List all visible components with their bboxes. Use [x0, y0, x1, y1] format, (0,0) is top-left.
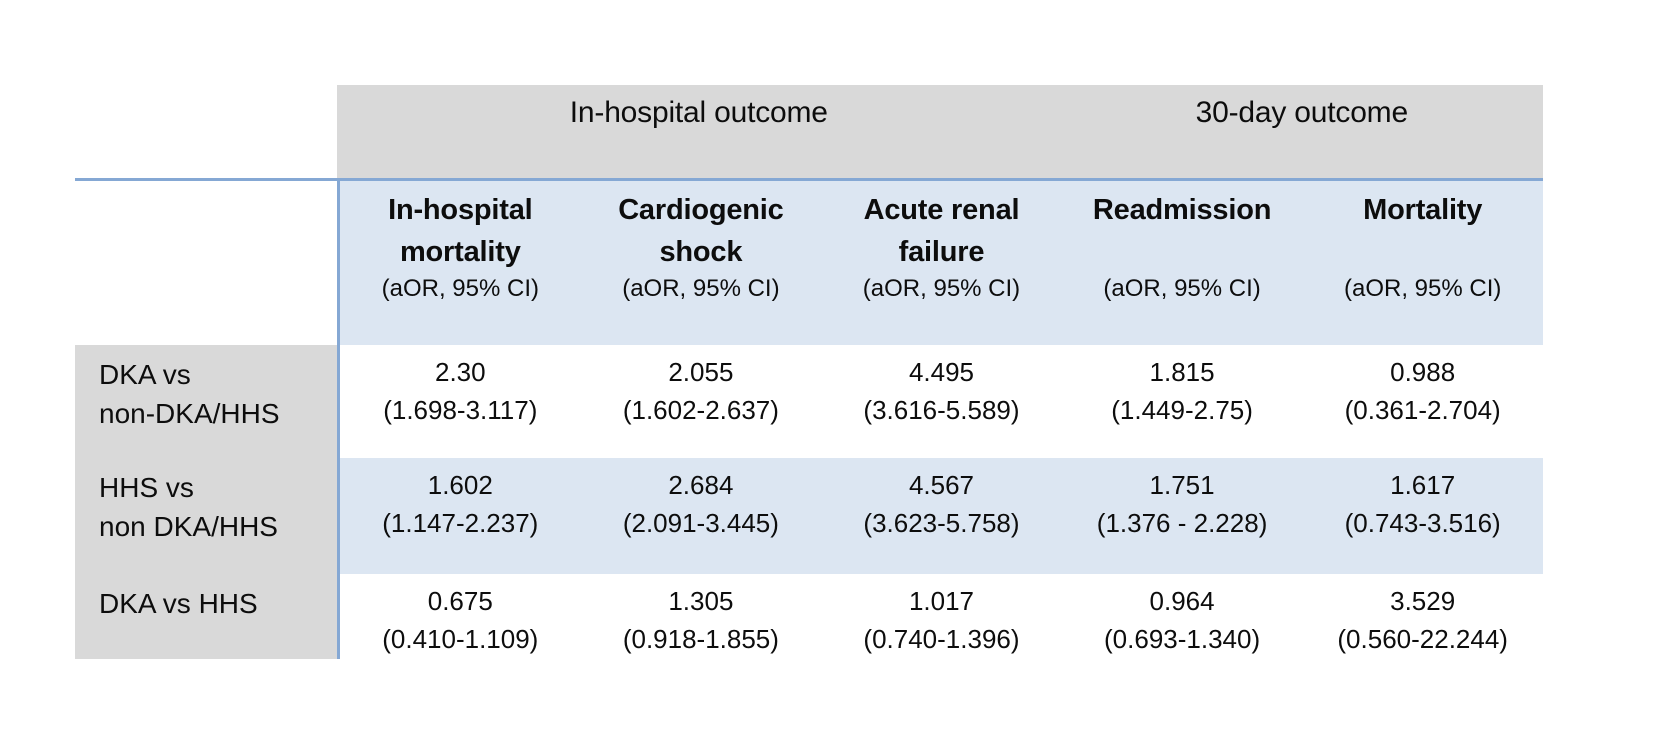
row-cells [337, 345, 1543, 458]
aor-value: 0.988 [1390, 357, 1456, 387]
table-row-dka-vs-non-dka-hhs [75, 345, 1543, 458]
group-header-30-day-outcome: 30-day outcome [1195, 96, 1408, 129]
aor-value: 0.675 [427, 586, 493, 616]
row-label [75, 574, 337, 659]
column-subtitle: (aOR, 95% CI) [381, 275, 539, 302]
column-title-line1: Mortality [1363, 194, 1483, 226]
data-cell [340, 574, 581, 659]
aor-value: 1.017 [908, 586, 975, 616]
group-header-strip [337, 85, 1543, 178]
aor-value: 2.055 [668, 357, 734, 387]
confidence-interval: (3.623-5.758) [863, 508, 1020, 538]
table-row-hhs-vs-non-dka-hhs [75, 458, 1543, 574]
row-label-line1: DKA vs HHS [99, 588, 258, 619]
aor-value: 4.495 [908, 357, 975, 387]
aor-value: 1.751 [1149, 470, 1215, 500]
data-cell [581, 574, 822, 659]
aor-value: 1.305 [668, 586, 734, 616]
confidence-interval: (0.410-1.109) [382, 624, 539, 654]
row-label-line1: DKA vs [99, 359, 191, 390]
group-header-band [75, 85, 1543, 178]
column-title-line1: Readmission [1092, 194, 1272, 226]
row-label-line2: non DKA/HHS [99, 511, 278, 542]
column-header-cardiogenic-shock [581, 181, 822, 345]
table-corner-blank [75, 181, 337, 345]
data-cell [1062, 574, 1303, 659]
row-label-line2: non-DKA/HHS [99, 398, 280, 429]
column-subtitle: (aOR, 95% CI) [862, 275, 1021, 302]
aor-value: 2.684 [668, 470, 734, 500]
table-row-dka-vs-hhs [75, 574, 1543, 659]
column-title [340, 189, 581, 273]
confidence-interval: (1.449-2.75) [1111, 395, 1253, 425]
row-label-line1: HHS vs [99, 472, 194, 503]
confidence-interval: (3.616-5.589) [863, 395, 1020, 425]
data-cell [821, 574, 1062, 659]
data-cell [1302, 574, 1543, 659]
outcomes-table [75, 85, 1543, 659]
column-header-in-hospital-mortality [340, 181, 581, 345]
data-cell [581, 345, 822, 458]
column-title-line1: Acute renal [863, 194, 1020, 226]
column-title [1062, 189, 1303, 273]
column-subtitle: (aOR, 95% CI) [1103, 275, 1261, 302]
data-cell [1302, 345, 1543, 458]
column-title-line1: In-hospital [388, 194, 533, 226]
data-cell [821, 458, 1062, 574]
aor-value: 1.617 [1390, 470, 1456, 500]
column-title-line2: shock [659, 236, 743, 268]
column-title [581, 189, 822, 273]
confidence-interval: (0.743-3.516) [1344, 508, 1501, 538]
confidence-interval: (0.740-1.396) [863, 624, 1020, 654]
data-cell [1062, 458, 1303, 574]
column-header-band [75, 181, 1543, 345]
confidence-interval: (1.602-2.637) [622, 395, 779, 425]
column-title-line2: mortality [399, 236, 521, 268]
column-title-line1: Cardiogenic [618, 194, 784, 226]
aor-value: 1.602 [427, 470, 493, 500]
column-title-line2: failure [898, 236, 985, 268]
confidence-interval: (1.698-3.117) [383, 395, 538, 425]
column-title [821, 189, 1062, 273]
row-cells [337, 574, 1543, 659]
row-label [75, 345, 337, 458]
column-subtitle: (aOR, 95% CI) [1343, 275, 1502, 302]
confidence-interval: (0.560-22.244) [1337, 624, 1508, 654]
data-cell [340, 458, 581, 574]
data-cell [340, 345, 581, 458]
data-cell [821, 345, 1062, 458]
column-header-readmission [1062, 181, 1303, 345]
aor-value: 0.964 [1149, 586, 1215, 616]
row-label [75, 458, 337, 574]
group-header-in-hospital-outcome: In-hospital outcome [569, 96, 828, 129]
confidence-interval: (1.376 - 2.228) [1096, 508, 1268, 538]
confidence-interval: (0.693-1.340) [1104, 624, 1261, 654]
aor-value: 1.815 [1149, 357, 1215, 387]
confidence-interval: (0.918-1.855) [622, 624, 779, 654]
column-header-strip [337, 181, 1543, 345]
data-cell [581, 458, 822, 574]
column-header-mortality [1302, 181, 1543, 345]
column-subtitle: (aOR, 95% CI) [622, 275, 780, 302]
data-cell [1062, 345, 1303, 458]
aor-value: 4.567 [908, 470, 975, 500]
column-title [1302, 189, 1543, 273]
column-header-acute-renal-failure [821, 181, 1062, 345]
table-corner-blank [75, 85, 337, 178]
row-cells [337, 458, 1543, 574]
confidence-interval: (2.091-3.445) [622, 508, 779, 538]
confidence-interval: (0.361-2.704) [1344, 395, 1501, 425]
data-cell [1302, 458, 1543, 574]
confidence-interval: (1.147-2.237) [382, 508, 539, 538]
aor-value: 2.30 [434, 357, 486, 387]
aor-value: 3.529 [1390, 586, 1456, 616]
